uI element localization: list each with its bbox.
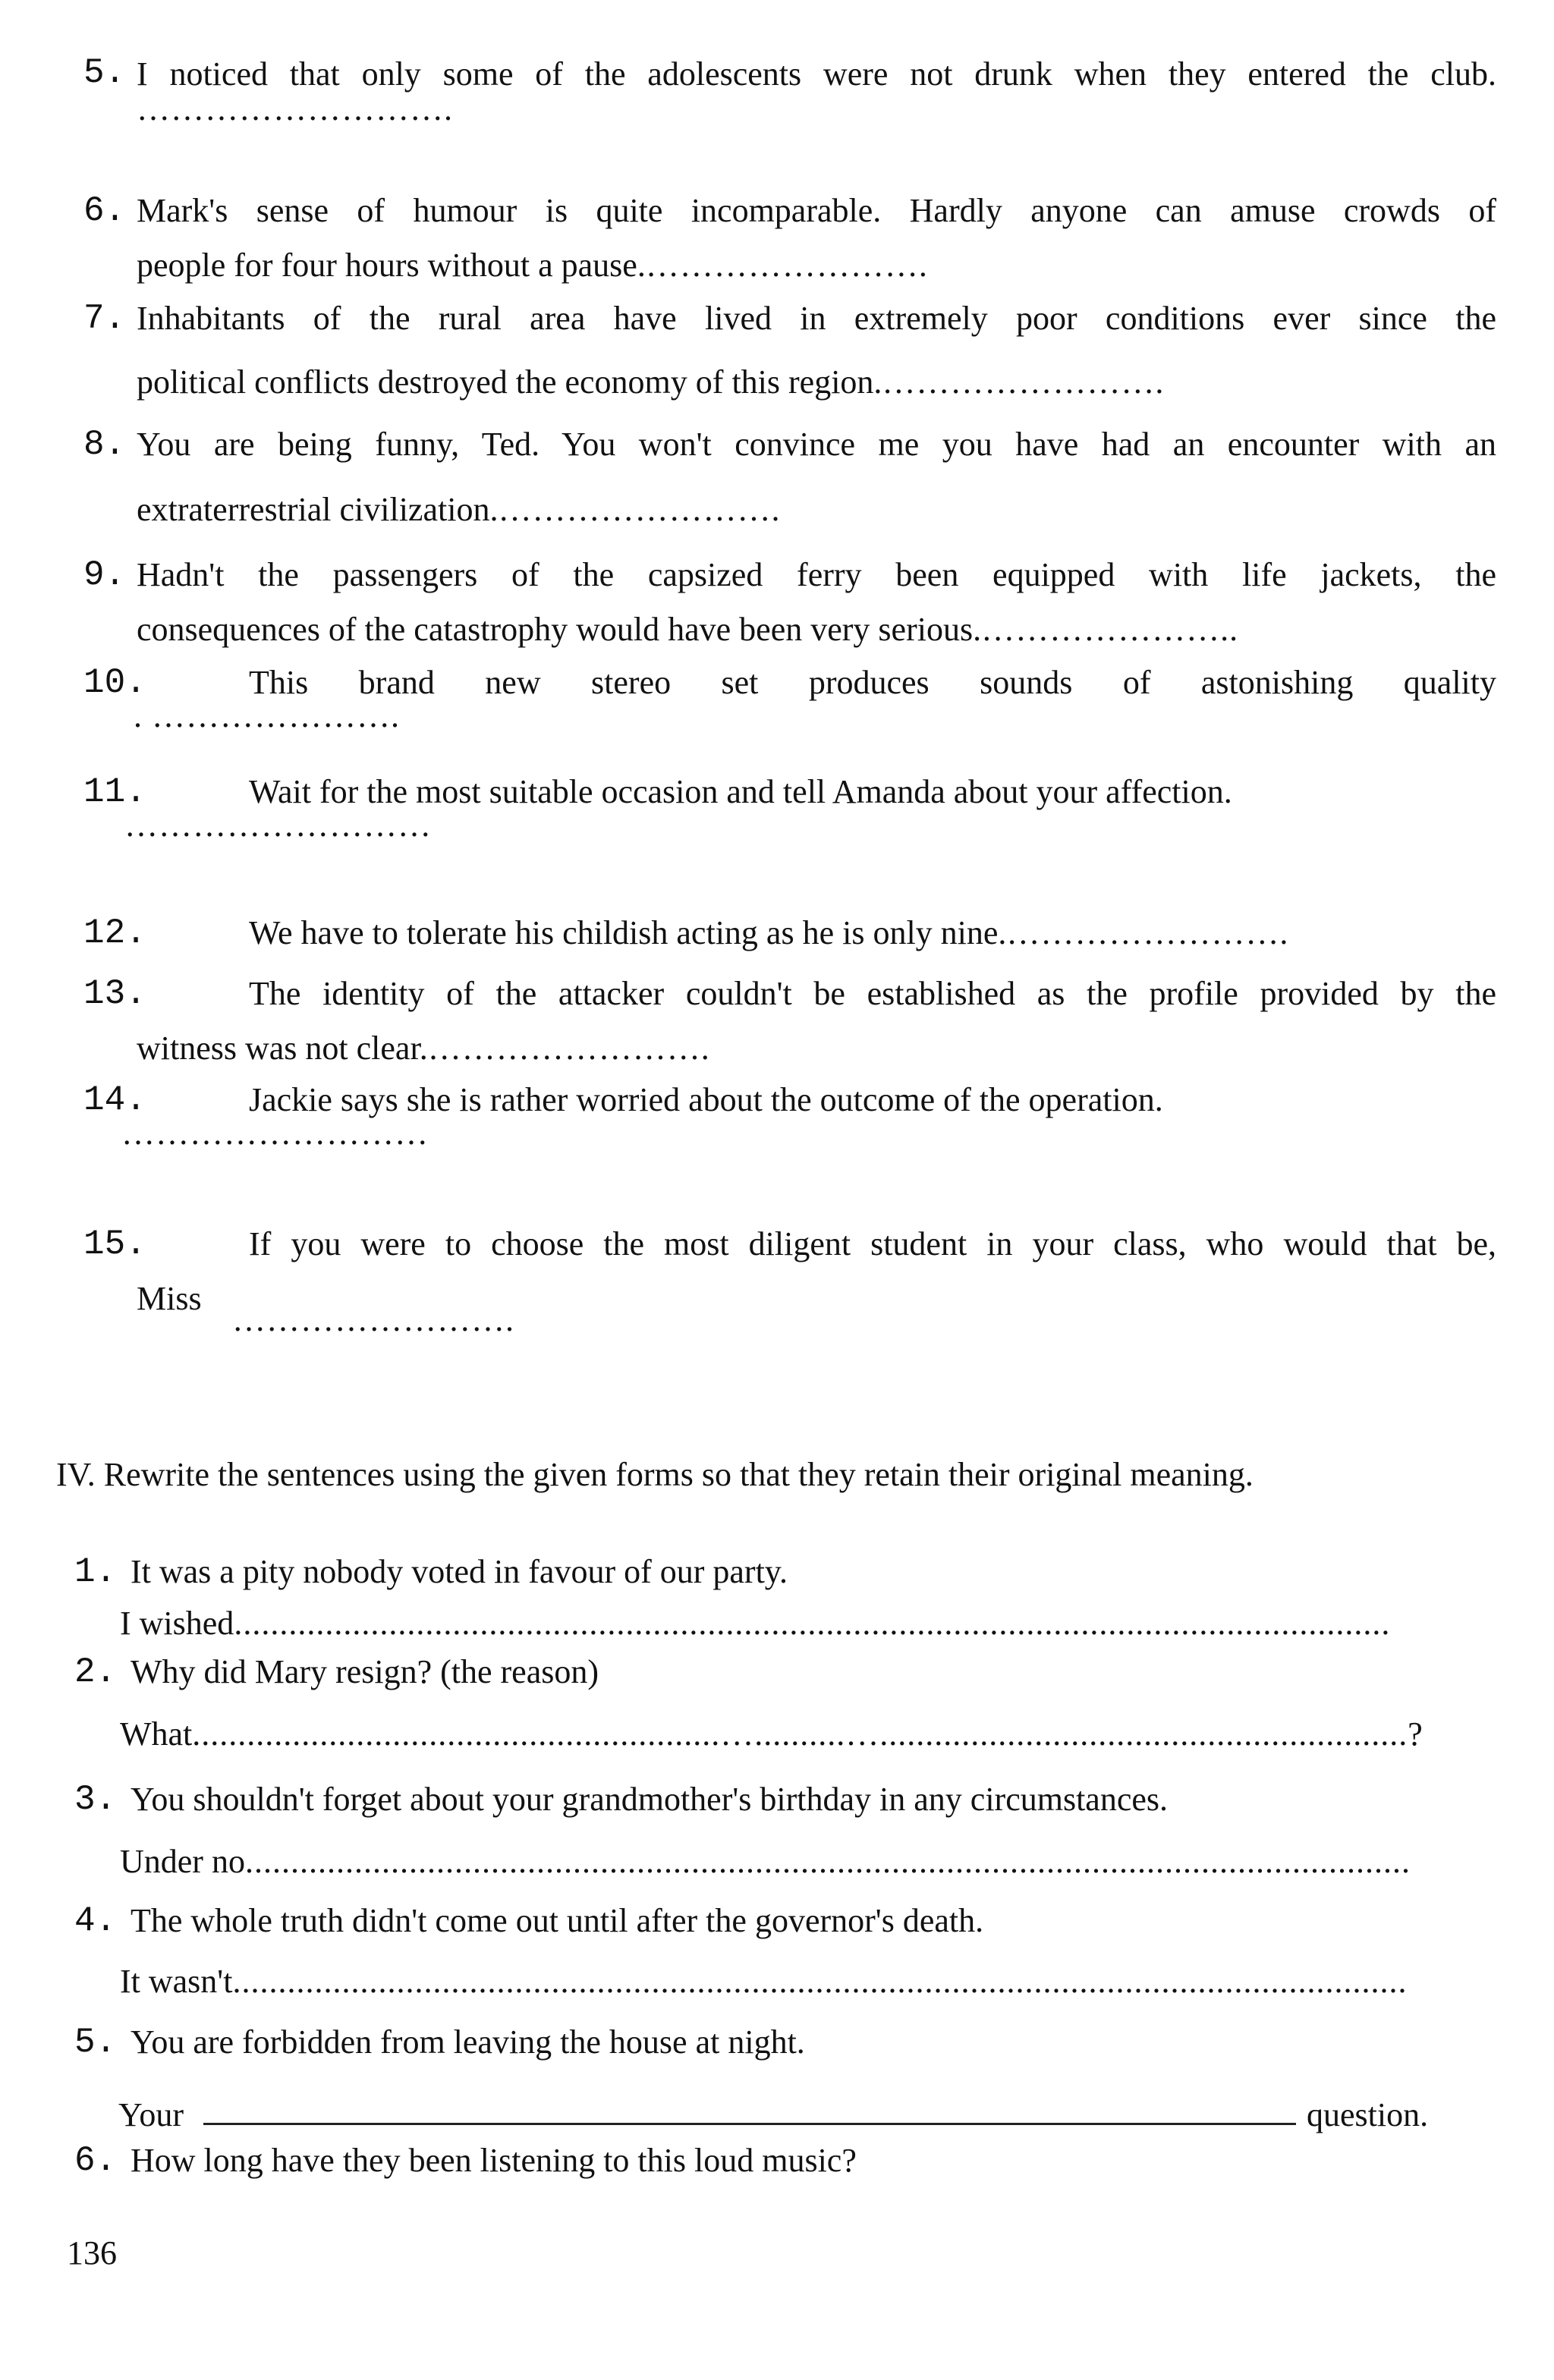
- item-number: 1.: [74, 1552, 117, 1592]
- item-text: The whole truth didn't come out until after the governor's death.: [131, 1902, 984, 1939]
- answer-blank: …………………….: [232, 1301, 514, 1338]
- item-text: Inhabitants of the rural area have lived in extremely poor conditions ever since the: [137, 300, 1496, 337]
- item-text-cont: extraterrestrial civilization.…………………….: [137, 491, 781, 528]
- item-text-cont: Miss: [137, 1280, 202, 1317]
- item-text: Wait for the most suitable occasion and tell Amanda about your affection.: [249, 773, 1232, 810]
- item-text: It was a pity nobody voted in favour of our party.: [131, 1553, 788, 1590]
- item-number: 4.: [74, 1901, 117, 1941]
- item-number: 2.: [74, 1652, 117, 1692]
- item-text-cont: people for four hours without a pause.…………………….: [137, 247, 928, 284]
- answer-blank: ……………………….: [137, 90, 453, 127]
- item-text: The identity of the attacker couldn't be established as the profile provided by the: [249, 975, 1496, 1012]
- item-text: You shouldn't forget about your grandmother's birthday in any circumstances.: [131, 1781, 1169, 1818]
- rewrite-prompt: Your: [118, 2096, 184, 2133]
- page-number: 136: [67, 2234, 117, 2272]
- answer-underline: [203, 2123, 1296, 2125]
- item-text: Why did Mary resign? (the reason): [131, 1653, 599, 1690]
- rewrite-line: I wished...............................................................................................................................: [120, 1605, 1391, 1642]
- item-text: We have to tolerate his childish acting as he is only nine.…………………….: [249, 914, 1289, 951]
- item-text-cont: political conflicts destroyed the economy of this region.…………………….: [137, 363, 1165, 401]
- section-heading: IV. Rewrite the sentences using the given forms so that they retain their original meaning.: [56, 1456, 1254, 1493]
- rewrite-line: What..........................................................…..........…..........................................................?: [120, 1715, 1423, 1753]
- item-text: If you were to choose the most diligent student in your class, who would that be,: [249, 1225, 1496, 1262]
- rewrite-end: question.: [1307, 2096, 1429, 2133]
- item-text: Mark's sense of humour is quite incomparable. Hardly anyone can amuse crowds of: [137, 192, 1496, 229]
- item-text: Hadn't the passengers of the capsized ferry been equipped with life jackets, the: [137, 556, 1496, 593]
- item-text: How long have they been listening to this loud music?: [131, 2142, 857, 2179]
- item-number: 6.: [74, 2141, 117, 2180]
- rewrite-line: It wasn't.................................................................................................................................: [120, 1963, 1408, 2000]
- item-number: 5.: [74, 2023, 117, 2062]
- item-text: This brand new stereo set produces sounds of astonishing quality: [249, 664, 1496, 701]
- item-number: 5.: [83, 53, 126, 93]
- item-number: 13.: [83, 974, 146, 1014]
- item-text: I noticed that only some of the adolescents were not drunk when they entered the club.: [137, 55, 1496, 93]
- answer-blank: . ………………….: [134, 697, 400, 734]
- rewrite-line: Under no................................................................................................................................: [120, 1843, 1411, 1880]
- item-number: 15.: [83, 1225, 146, 1264]
- item-number: 9.: [83, 555, 126, 595]
- item-text: You are being funny, Ted. You won't convince me you have had an encounter with an: [137, 426, 1496, 463]
- item-number: 6.: [83, 191, 126, 231]
- item-number: 10.: [83, 663, 146, 703]
- item-text: You are forbidden from leaving the house at night.: [131, 2023, 805, 2061]
- answer-blank: ………………………: [124, 806, 432, 844]
- item-number: 14.: [83, 1080, 146, 1120]
- item-number: 8.: [83, 425, 126, 464]
- answer-blank: ………………………: [121, 1115, 429, 1152]
- item-text-cont: witness was not clear.…………………….: [137, 1030, 710, 1067]
- item-text: Jackie says she is rather worried about the outcome of the operation.: [249, 1081, 1163, 1118]
- item-number: 12.: [83, 913, 146, 953]
- item-text-cont: consequences of the catastrophy would have been very serious.…………………..: [137, 611, 1239, 648]
- item-number: 11.: [83, 772, 146, 812]
- item-number: 7.: [83, 299, 126, 338]
- item-number: 3.: [74, 1780, 117, 1819]
